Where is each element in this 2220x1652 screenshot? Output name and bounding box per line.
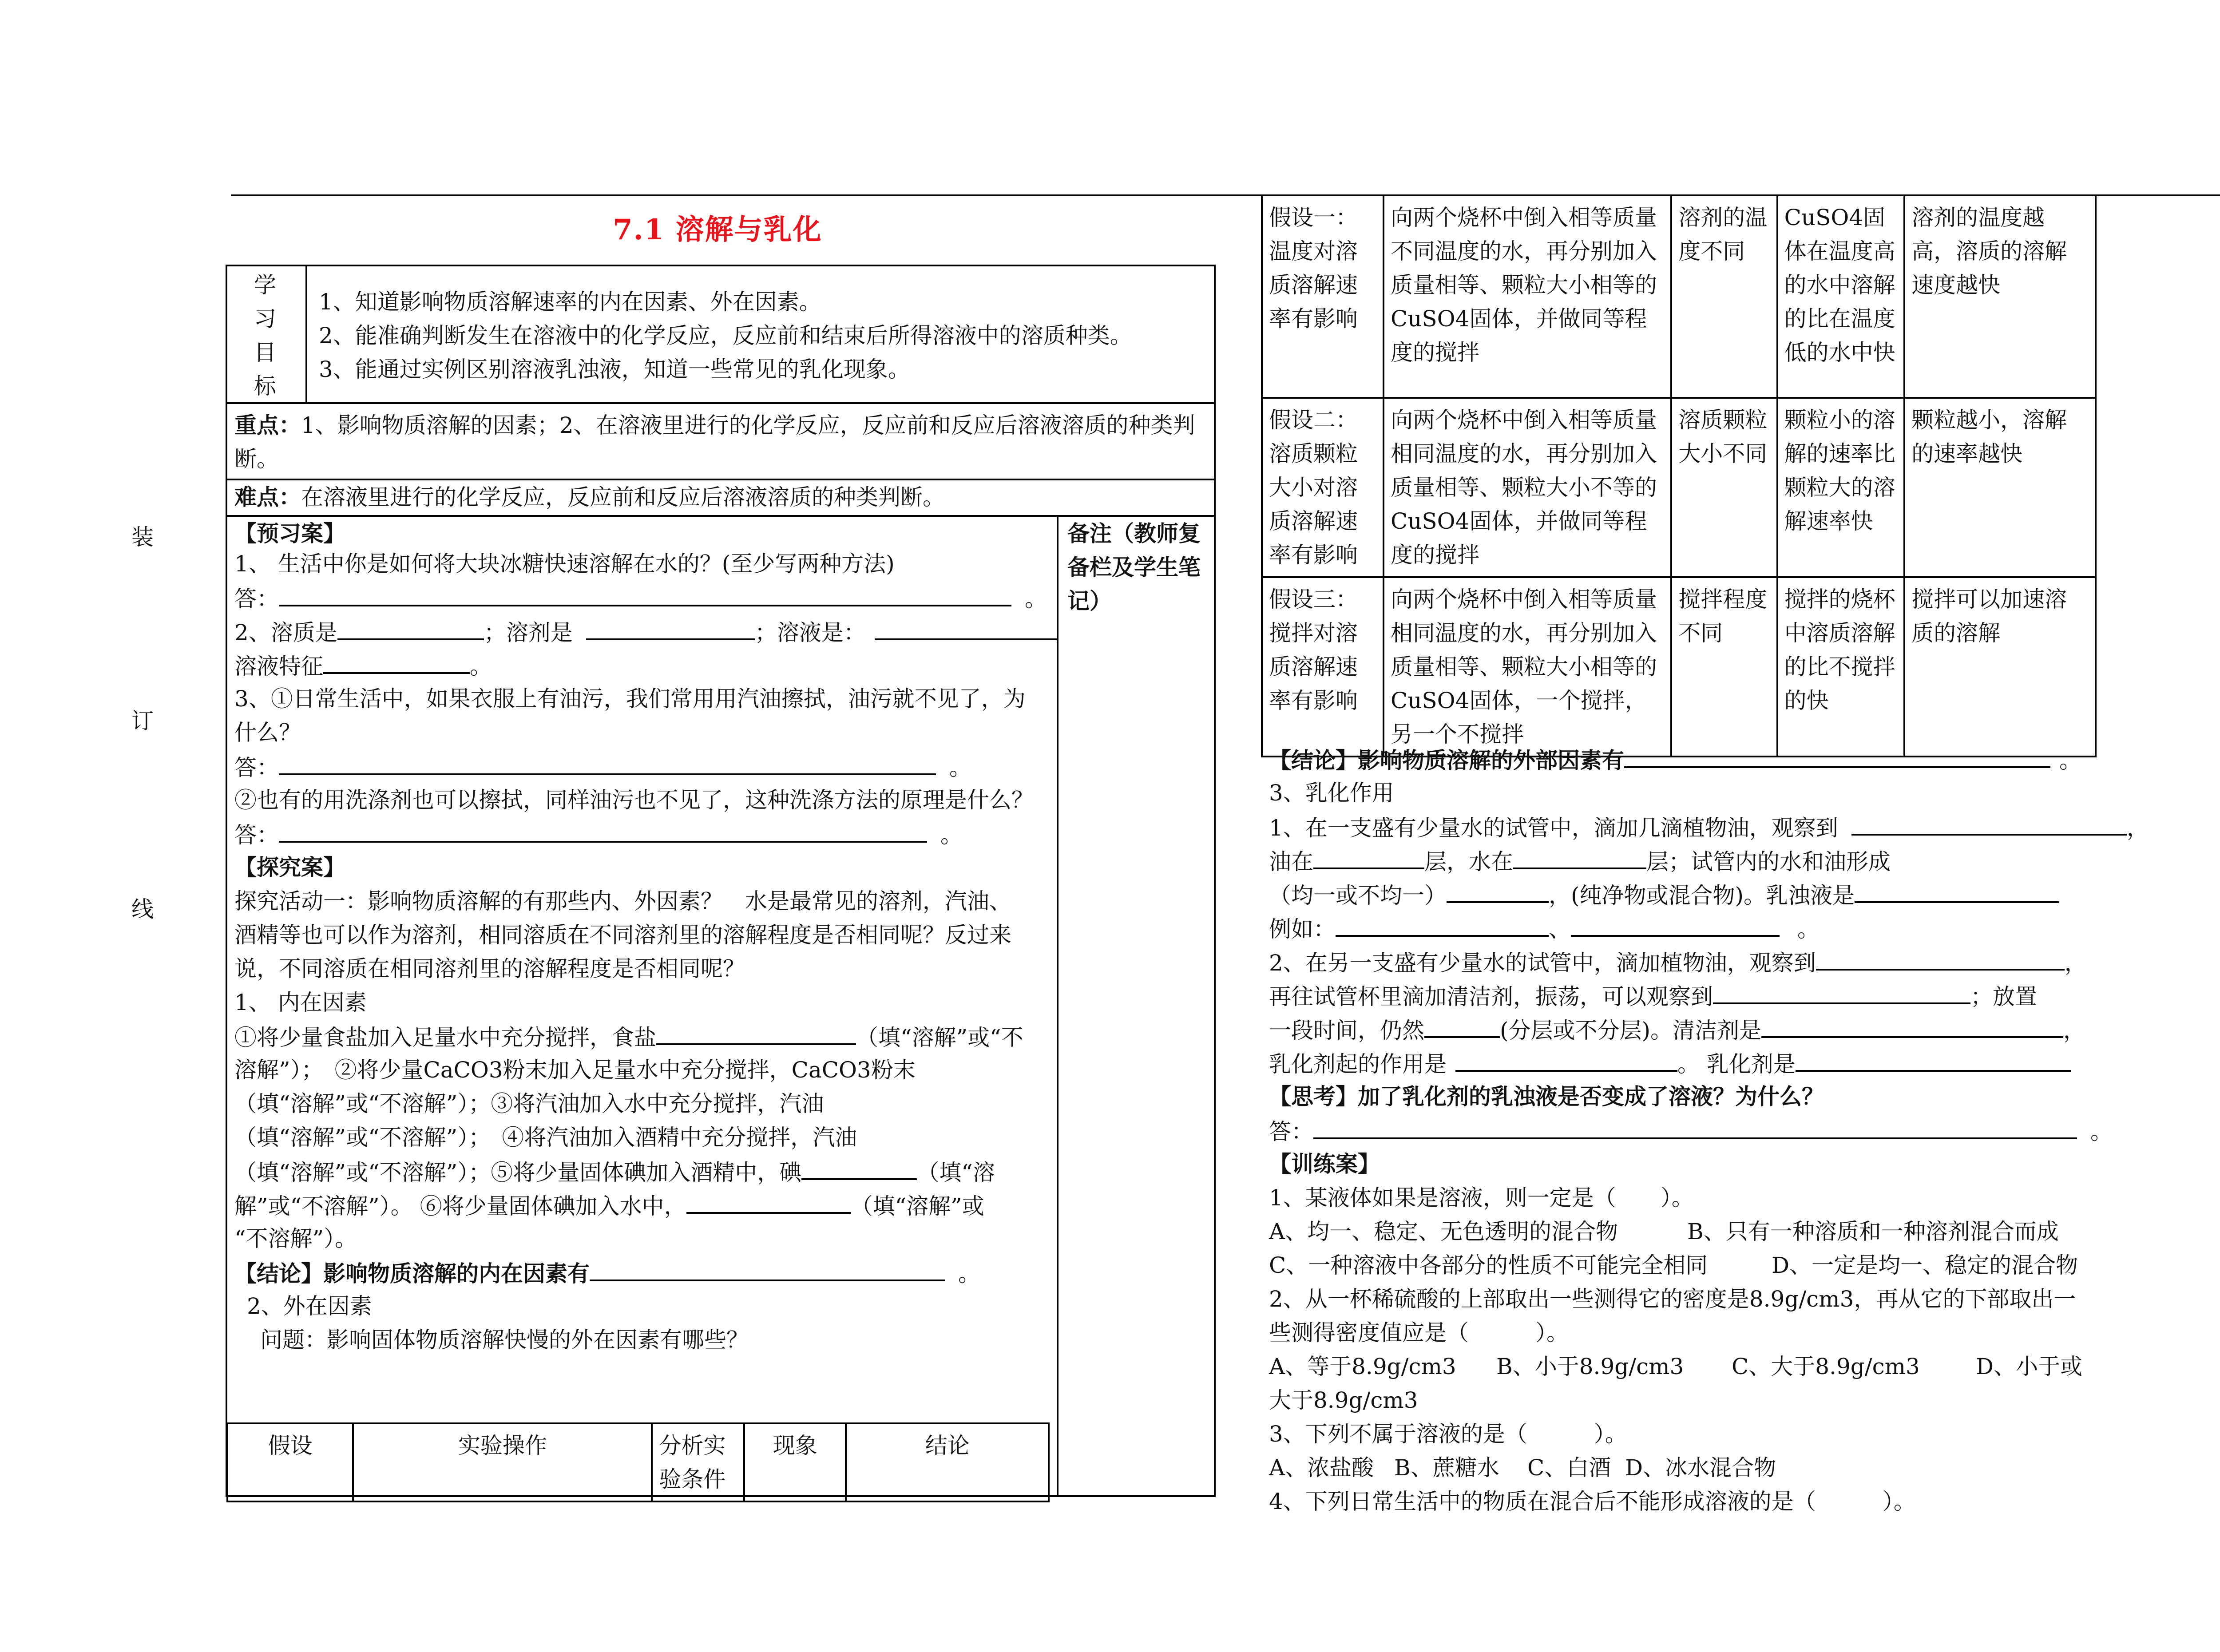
think-question — [1269, 1080, 1824, 1113]
objectives-label-divider — [305, 265, 307, 402]
row1-phenomenon: CuSO4固体在温度高的水中溶解的比在温度低的水中快 — [1777, 195, 1905, 398]
objectives-label-3: 目 — [254, 340, 276, 365]
emulsify-e8 — [1269, 1046, 2071, 1081]
inquiry-p2: 酒精等也可以作为溶剂，相同溶质在不同溶剂里的溶解程度是否相同呢？反过来 — [234, 922, 1011, 948]
objectives-label-2: 习 — [254, 306, 276, 332]
key-points-line2: 断。 — [234, 446, 279, 472]
row1-conclusion: 溶剂的温度越高，溶质的溶解速度越快 — [1904, 195, 2096, 398]
header-hypothesis: 假设 — [227, 1423, 353, 1501]
solute-blank[interactable] — [337, 614, 484, 640]
e5-text: 2、在另一支盛有少量水的试管中，滴加植物油，观察到 — [1269, 950, 1816, 976]
period: 。 — [2059, 748, 2081, 773]
emulsify-e4: 例如： 、 。 — [1269, 911, 1820, 946]
iodine-water-blank[interactable] — [686, 1188, 851, 1214]
think-text: 【思考】加了乳化剂的乳浊液是否变成了溶液？为什么？ — [1269, 1083, 1824, 1109]
external-title: 2、外在因素 — [247, 1293, 372, 1319]
row3-conclusion: 搅拌可以加速溶质的溶解 — [1904, 577, 2096, 757]
i5-hint: （填“溶 — [917, 1160, 995, 1185]
period: 。 — [949, 755, 971, 780]
e2-oil: 油在 — [1269, 849, 1313, 875]
emulsify-e2 — [1269, 844, 1891, 879]
answer-label: 答： — [1269, 1119, 1313, 1145]
training-q1: 1、某液体如果是溶液，则一定是（ ）。 — [1269, 1185, 1694, 1211]
training-header: 【训练案】 — [1269, 1151, 1380, 1177]
objectives-label-1: 学 — [254, 272, 276, 298]
e4-example: 例如： — [1269, 916, 1336, 942]
training-q1-b: B、只有一种溶质和一种溶剂混合而成 — [1687, 1219, 2059, 1244]
e3-emulsion: ，(纯净物或混合物)。乳浊液是 — [1549, 883, 1855, 908]
uniform-blank[interactable] — [1447, 877, 1549, 903]
emulsify-e5: 2、在另一支盛有少量水的试管中，滴加植物油，观察到 ， — [1269, 945, 2087, 980]
emulsify-e3 — [1269, 877, 2059, 912]
cleaner-blank[interactable] — [1761, 1012, 2063, 1038]
emulsion-blank[interactable] — [1855, 877, 2059, 903]
header-phenomenon: 现象 — [744, 1423, 846, 1501]
row2-conclusion: 颗粒越小，溶解的速率越快 — [1904, 398, 2096, 577]
conclusion-internal-text: 【结论】影响物质溶解的内在因素有 — [234, 1260, 590, 1287]
q2-solute: 2、溶质是 — [234, 620, 337, 646]
notes-line-2: 备栏及学生笔 — [1067, 554, 1201, 580]
emulsify-e7: 一段时间，仍然 (分层或不分层)。清洁剂是 ， — [1269, 1012, 2085, 1047]
training-q1-a: A、均一、稳定、无色透明的混合物 — [1269, 1219, 1618, 1244]
water-layer-blank[interactable] — [1513, 844, 1646, 869]
training-q2-a: A、等于8.9g/cm3 — [1269, 1354, 1456, 1379]
e8-emulsifier: 。 乳化剂是 — [1677, 1051, 1796, 1077]
preview-a1 — [234, 581, 1047, 616]
external-question: 问题：影响固体物质溶解快慢的外在因素有哪些？ — [260, 1327, 749, 1353]
period: 。 — [1797, 916, 1820, 942]
i1-text: ①将少量食盐加入足量水中充分搅拌，食盐 — [234, 1025, 656, 1050]
observe-blank-1[interactable] — [1851, 810, 2127, 836]
notes-column-divider — [1057, 515, 1058, 1497]
inquiry-p3: 说，不同溶质在相同溶剂里的溶解程度是否相同呢？ — [234, 956, 745, 982]
objective-1: 1、知道影响物质溶解速率的内在因素、外在因素。 — [319, 289, 821, 315]
preview-q3b: ②也有的用洗涤剂也可以擦拭，同样油污也不见了，这种洗涤方法的原理是什么？ — [234, 787, 1034, 813]
experiment-table-header — [226, 1422, 1050, 1502]
page-title: 7.1 溶解与乳化 — [613, 213, 822, 246]
preview-header: 【预习案】 — [234, 520, 345, 547]
row3-hypothesis: 假设三：搅拌对溶质溶解速率有影响 — [1262, 577, 1384, 757]
e3-uniform: （均一或不均一） — [1269, 883, 1447, 908]
training-q3-d: D、冰水混合物 — [1625, 1455, 1776, 1481]
i6-text: 解”或“不溶解”）。 ⑥将少量固体碘加入水中， — [234, 1193, 686, 1219]
training-q2-d: D、小于或 — [1976, 1354, 2083, 1379]
training-q2-c: C、大于8.9g/cm3 — [1732, 1354, 1920, 1379]
example-blank-1[interactable] — [1336, 911, 1549, 937]
row2-phenomenon: 颗粒小的溶解的速率比颗粒大的溶解速率快 — [1777, 398, 1905, 577]
e1-text: 1、在一支盛有少量水的试管中，滴加几滴植物油，观察到 — [1269, 815, 1838, 841]
difficult-points-label: 难点： — [234, 484, 301, 510]
training-q2-line2: 些测得密度值应是（ ）。 — [1269, 1320, 1569, 1346]
period: 。 — [1025, 586, 1047, 612]
preview-a3b — [234, 817, 963, 852]
oil-layer-blank[interactable] — [1313, 844, 1424, 869]
binding-char-1: 装 — [131, 524, 154, 550]
internal-i5 — [234, 1154, 995, 1189]
layer-blank[interactable] — [1424, 1012, 1500, 1038]
training-q3: 3、下列不属于溶液的是（ ）。 — [1269, 1421, 1627, 1447]
i5-text: （填“溶解”或“不溶解”）；⑤将少量固体碘加入酒精中，碘 — [234, 1160, 802, 1185]
e6-text: 再往试管杯里滴加清洁剂，振荡，可以观察到 — [1269, 984, 1713, 1010]
preview-q3-line2: 什么？ — [234, 720, 301, 745]
observe-blank-2[interactable] — [1816, 945, 2065, 971]
solvent-blank[interactable] — [586, 614, 755, 640]
iodine-alcohol-blank[interactable] — [801, 1154, 917, 1180]
answer-label: 答： — [234, 822, 279, 848]
row3-phenomenon: 搅拌的烧杯中溶质溶解的比不搅拌的快 — [1777, 577, 1905, 757]
answer-blank-1[interactable] — [279, 581, 1011, 606]
row1-hypothesis: 假设一：温度对溶质溶解速率有影响 — [1262, 195, 1384, 398]
e2-form: 层；试管内的水和油形成 — [1646, 849, 1891, 875]
row2-condition: 溶质颗粒大小不同 — [1671, 398, 1777, 577]
objective-3: 3、能通过实例区别溶液乳浊液，知道一些常见的乳化现象。 — [319, 357, 910, 382]
emulsify-title: 3、乳化作用 — [1269, 780, 1394, 806]
emulsifier-blank[interactable] — [1796, 1046, 2071, 1072]
conclusion-external-text: 【结论】影响物质溶解的外部因素有 — [1269, 747, 1624, 773]
e6-place: ；放置 — [1970, 984, 2037, 1010]
period: 。 — [2090, 1119, 2113, 1145]
training-q3-a: A、浓盐酸 — [1269, 1455, 1374, 1481]
internal-i4: （填“溶解”或“不溶解”）； ④将汽油加入酒精中充分搅拌，汽油 — [234, 1125, 857, 1150]
training-q4: 4、下列日常生活中的物质在混合后不能形成溶液的是（ ）。 — [1269, 1489, 1916, 1514]
row2-hypothesis: 假设二：溶质颗粒大小对溶质溶解速率有影响 — [1262, 398, 1384, 577]
e7-text: 一段时间，仍然 — [1269, 1018, 1424, 1043]
internal-title: 1、 内在因素 — [234, 990, 367, 1015]
i6-hint: （填“溶解”或 — [850, 1193, 984, 1219]
key-points-label: 重点： — [234, 412, 301, 438]
training-q1-c: C、一种溶液中各部分的性质不可能完全相同 — [1269, 1252, 1708, 1278]
inquiry-p1: 探究活动一：影响物质溶解的有那些内、外因素？ 水是最常见的溶剂，汽油、 — [234, 888, 1011, 914]
q2-feature: 溶液特征 — [234, 654, 323, 679]
conclusion-internal — [234, 1256, 980, 1291]
row2-operation: 向两个烧杯中倒入相等质量相同温度的水，再分别加入质量相等、颗粒大小不等的CuSO4固体，并做同等程度的搅拌 — [1384, 398, 1671, 577]
internal-i3: （填“溶解”或“不溶解”）；③将汽油加入水中充分搅拌，汽油 — [234, 1091, 824, 1117]
row1-operation: 向两个烧杯中倒入相等质量不同温度的水，再分别加入质量相等、颗粒大小相等的CuSO4固体，并做同等程度的搅拌 — [1384, 195, 1671, 398]
left-panel — [226, 265, 1216, 1497]
think-answer-blank[interactable] — [1313, 1113, 2077, 1139]
internal-i7: “不溶解”）。 — [234, 1226, 357, 1252]
internal-factors-blank[interactable] — [590, 1256, 945, 1281]
preview-a3 — [234, 749, 971, 784]
difficult-points — [234, 480, 945, 514]
key-points-line1: 1、影响物质溶解的因素；2、在溶液里进行的化学反应，反应前和反应后溶液溶质的种类判 — [301, 412, 1195, 438]
experiment-row-1 — [1262, 195, 2096, 398]
preview-q2d — [234, 648, 492, 683]
role-blank[interactable] — [1455, 1046, 1677, 1072]
preview-q3-line1: 3、①日常生活中，如果衣服上有油污，我们常用用汽油擦拭，油污就不见了，为 — [234, 686, 1026, 712]
experiment-row-2 — [1262, 398, 2096, 577]
training-q2-e: 大于8.9g/cm3 — [1269, 1387, 1418, 1413]
header-condition: 分析实验条件 — [652, 1423, 744, 1501]
feature-blank[interactable] — [323, 648, 470, 674]
emulsify-e1: 1、在一支盛有少量水的试管中，滴加几滴植物油，观察到 ， — [1269, 810, 2149, 845]
answer-blank-3b[interactable] — [279, 817, 927, 843]
emulsify-e6 — [1269, 979, 2037, 1014]
conclusion-external — [1269, 742, 2081, 777]
internal-i6 — [234, 1188, 984, 1223]
header-operation: 实验操作 — [353, 1423, 652, 1501]
q2-solution: ；溶液是： — [754, 620, 866, 646]
solution-blank[interactable] — [875, 614, 1057, 640]
external-factors-blank[interactable] — [1624, 742, 2050, 768]
objectives-label-4: 标 — [254, 373, 276, 399]
period: 。 — [940, 822, 963, 848]
internal-i1 — [234, 1019, 1023, 1054]
binding-char-3: 线 — [131, 896, 154, 922]
e8-role: 乳化剂起的作用是 — [1269, 1051, 1447, 1077]
preview-q2 — [234, 614, 1057, 650]
internal-i2: 溶解”）； ②将少量CaCO3粉末加入足量水中充分搅拌，CaCO3粉末 — [234, 1057, 916, 1083]
objectives-bottom-rule — [226, 402, 1216, 404]
answer-label: 答： — [234, 586, 279, 612]
row3-condition: 搅拌程度不同 — [1671, 577, 1777, 757]
row3-operation: 向两个烧杯中倒入相等质量相同温度的水，再分别加入质量相等、颗粒大小相等的CuSO4固体，一个搅拌，另一个不搅拌 — [1384, 577, 1671, 757]
example-blank-2[interactable] — [1571, 911, 1780, 937]
header-conclusion: 结论 — [846, 1423, 1049, 1501]
experiment-row-3 — [1262, 577, 2096, 757]
i1-hint: （填“溶解”或“不 — [856, 1025, 1023, 1050]
e2-water: 层，水在 — [1424, 849, 1513, 875]
answer-label: 答： — [234, 755, 279, 780]
salt-blank[interactable] — [656, 1019, 856, 1045]
notes-line-1: 备注（教师复 — [1067, 520, 1201, 547]
e7-cleaner: (分层或不分层)。清洁剂是 — [1500, 1018, 1762, 1043]
training-q3-c: C、白酒 — [1527, 1455, 1611, 1481]
observe-blank-3[interactable] — [1713, 979, 1970, 1004]
period: 。 — [958, 1261, 980, 1287]
training-q3-b: B、蔗糖水 — [1394, 1455, 1499, 1481]
training-q2-line1: 2、从一杯稀硫酸的上部取出一些测得它的密度是8.9g/cm3，再从它的下部取出一 — [1269, 1286, 2076, 1312]
row1-condition: 溶剂的温度不同 — [1671, 195, 1777, 398]
objective-2: 2、能准确判断发生在溶液中的化学反应，反应前和结束后所得溶液中的溶质种类。 — [319, 323, 1132, 349]
key-points — [234, 408, 1195, 442]
experiment-table-body — [1261, 194, 2097, 757]
period: 。 — [470, 654, 492, 679]
q2-solvent: ；溶剂是 — [484, 620, 573, 646]
preview-q1: 1、 生活中你是如何将大块冰糖快速溶解在水的？(至少写两种方法) — [234, 551, 895, 577]
notes-line-3: 记） — [1067, 588, 1112, 614]
binding-char-2: 订 — [131, 708, 154, 734]
think-answer — [1269, 1113, 2113, 1149]
answer-blank-3[interactable] — [279, 749, 936, 775]
inquiry-header: 【探究案】 — [234, 854, 345, 880]
difficult-points-text: 在溶液里进行的化学反应，反应前和反应后溶液溶质的种类判断。 — [301, 484, 945, 510]
training-q1-d: D、一定是均一、稳定的混合物 — [1772, 1252, 2078, 1278]
training-q2-b: B、小于8.9g/cm3 — [1496, 1354, 1684, 1379]
